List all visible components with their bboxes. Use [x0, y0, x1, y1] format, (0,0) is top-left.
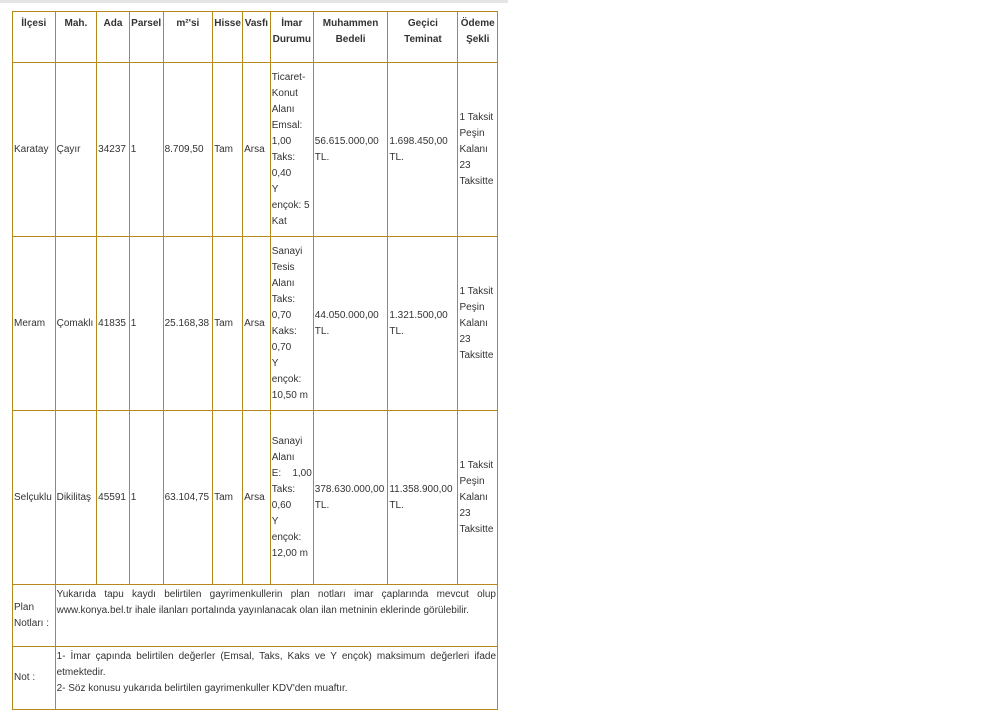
cell-imar — [270, 237, 313, 411]
cell-mahalle: Çomaklı — [55, 237, 97, 411]
cell-teminat: 1.321.500,00 TL. — [388, 237, 458, 411]
cell-muhammen: 56.615.000,00 TL. — [313, 63, 388, 237]
cell-parsel: 1 — [129, 63, 163, 237]
odeme-line: 1 Taksit — [459, 459, 494, 471]
cell-imar — [270, 411, 313, 585]
odeme-line: Taksitte — [459, 175, 494, 187]
col-ilcesi: İlçesi — [13, 12, 56, 63]
odeme-line: Taksitte — [459, 349, 494, 361]
imar-line: Alanı — [271, 451, 295, 463]
col-ada: Ada — [97, 12, 130, 63]
odeme-line: 23 — [459, 507, 471, 519]
cell-m2: 25.168,38 — [163, 237, 213, 411]
imar-line: Kat — [271, 215, 287, 227]
cell-ilce: Meram — [13, 237, 56, 411]
imar-line: Sanayi — [271, 435, 303, 447]
cell-imar — [270, 63, 313, 237]
col-vasfi: Vasfı — [243, 12, 271, 63]
imar-line: Y — [271, 515, 279, 527]
imar-line: Taks: — [271, 483, 296, 495]
cell-hisse: Tam — [213, 411, 243, 585]
imar-line: ençok: — [271, 531, 302, 543]
imar-line: Y — [271, 183, 279, 195]
cell-teminat: 1.698.450,00 TL. — [388, 63, 458, 237]
odeme-line: Peşin — [459, 301, 485, 313]
plan-notes-row — [13, 585, 498, 647]
imar-line: E: 1,00 — [271, 467, 312, 479]
cell-ilce: Karatay — [13, 63, 56, 237]
imar-line: ençok: — [271, 373, 302, 385]
imar-line: Konut — [271, 87, 298, 99]
imar-line: Ticaret- — [271, 71, 306, 83]
odeme-line: Peşin — [459, 475, 485, 487]
col-hisse: Hisse — [213, 12, 243, 63]
cell-ada: 45591 — [97, 411, 130, 585]
imar-line: 0,60 — [271, 499, 292, 511]
imar-line: Taks: — [271, 151, 296, 163]
cell-vasfi: Arsa — [243, 411, 271, 585]
cell-parsel: 1 — [129, 237, 163, 411]
table-row — [13, 63, 498, 237]
note-line-1: 1- İmar çapında belirtilen değerler (Emsal, Taks, Kaks ve Y ençok) maksimum değerleri ifade etmektedir. — [56, 651, 496, 678]
imar-line: 0,70 — [271, 341, 292, 353]
cell-odeme — [458, 237, 498, 411]
note-label: Not : — [13, 647, 56, 710]
imar-line: 10,50 m — [271, 389, 308, 401]
col-m2: m²'si — [163, 12, 213, 63]
imar-line: Kaks: — [271, 325, 297, 337]
imar-line: Y — [271, 357, 279, 369]
cell-parsel: 1 — [129, 411, 163, 585]
odeme-line: Peşin — [459, 127, 485, 139]
note-line-2: 2- Söz konusu yukarıda belirtilen gayrimenkuller KDV'den muaftır. — [56, 683, 348, 694]
odeme-line: Taksitte — [459, 523, 494, 535]
table-viewport — [0, 0, 498, 694]
col-imar: İmar Durumu — [270, 12, 313, 63]
cell-vasfi: Arsa — [243, 237, 271, 411]
cell-odeme — [458, 411, 498, 585]
imar-line: Emsal: — [271, 119, 303, 131]
imar-line: 1,00 — [271, 135, 292, 147]
cell-ilce: Selçuklu — [13, 411, 56, 585]
col-odeme: Ödeme Şekli — [458, 12, 498, 63]
col-teminat: Geçici Teminat — [388, 12, 458, 63]
cell-mahalle: Dikilitaş — [55, 411, 97, 585]
odeme-line: 1 Taksit — [459, 285, 494, 297]
imar-line: 12,00 m — [271, 547, 308, 559]
imar-line: Taks: — [271, 293, 296, 305]
odeme-line: Kalanı — [459, 317, 488, 329]
cell-teminat: 11.358.900,00 TL. — [388, 411, 458, 585]
cell-muhammen: 44.050.000,00 TL. — [313, 237, 388, 411]
note-row — [13, 647, 498, 710]
odeme-line: 1 Taksit — [459, 111, 494, 123]
cell-muhammen: 378.630.000,00 TL. — [313, 411, 388, 585]
imar-line: Tesis — [271, 261, 295, 273]
auction-table — [12, 11, 498, 710]
cell-ada: 34237 — [97, 63, 130, 237]
imar-line: 0,70 — [271, 309, 292, 321]
note-text — [55, 647, 497, 710]
cell-ada: 41835 — [97, 237, 130, 411]
table-row — [13, 411, 498, 585]
header-row — [13, 12, 498, 63]
imar-line: Alanı — [271, 103, 295, 115]
cell-odeme — [458, 63, 498, 237]
plan-notes-text: Yukarıda tapu kaydı belirtilen gayrimenkullerin plan notları imar çaplarında mevcut olup www.konya.bel.tr ihale ilanları portalında yayınlanacak olan ilan metninin eklerinde görülebilir. — [55, 585, 497, 647]
table-row — [13, 237, 498, 411]
imar-line: 0,40 — [271, 167, 292, 179]
imar-line: ençok: 5 — [271, 199, 310, 211]
cell-mahalle: Çayır — [55, 63, 97, 237]
col-muhammen: Muhammen Bedeli — [313, 12, 388, 63]
cell-vasfi: Arsa — [243, 63, 271, 237]
imar-line: Alanı — [271, 277, 295, 289]
odeme-line: Kalanı — [459, 491, 488, 503]
cell-m2: 8.709,50 — [163, 63, 213, 237]
col-parsel: Parsel — [129, 12, 163, 63]
odeme-line: Kalanı — [459, 143, 488, 155]
odeme-line: 23 — [459, 159, 471, 171]
cell-hisse: Tam — [213, 237, 243, 411]
cell-m2: 63.104,75 — [163, 411, 213, 585]
plan-notes-label: Plan Notları : — [13, 585, 56, 647]
cell-hisse: Tam — [213, 63, 243, 237]
odeme-line: 23 — [459, 333, 471, 345]
col-mah: Mah. — [55, 12, 97, 63]
imar-line: Sanayi — [271, 245, 303, 257]
